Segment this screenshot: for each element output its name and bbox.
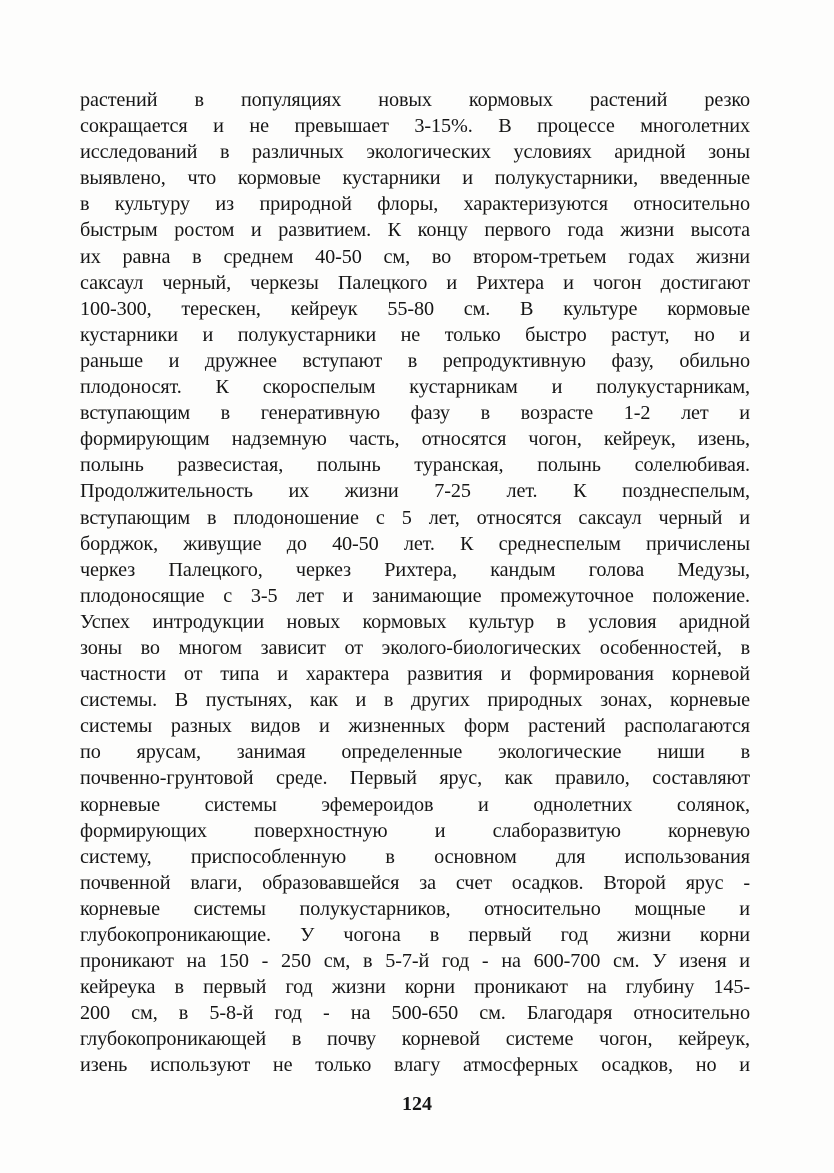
text-line: формирующих поверхностную и слаборазвитую корневую bbox=[80, 819, 750, 842]
text-line: корневые системы эфемероидов и однолетних солянок, bbox=[80, 793, 750, 816]
text-line: Успех интродукции новых кормовых культур в условия аридной bbox=[80, 610, 750, 633]
text-line: системы разных видов и жизненных форм растений располагаются bbox=[80, 715, 750, 738]
text-line: изень используют не только влагу атмосферных осадков, но и bbox=[80, 1054, 750, 1077]
text-line: в культуру из природной флоры, характеризуются относительно bbox=[80, 193, 750, 216]
text-line: вступающим в плодоношение с 5 лет, относятся саксаул черный и bbox=[80, 506, 750, 529]
text-line: корневые системы полукустарников, относительно мощные и bbox=[80, 897, 750, 920]
text-line: растений в популяциях новых кормовых растений резко bbox=[80, 89, 750, 111]
text-line: сокращается и не превышает 3-15%. В процессе многолетних bbox=[80, 115, 750, 138]
text-line: быстрым ростом и развитием. К концу первого года жизни высота bbox=[80, 219, 750, 242]
text-line: полынь развесистая, полынь туранская, полынь солелюбивая. bbox=[80, 454, 750, 477]
text-line: их равна в среднем 40-50 см, во втором-третьем годах жизни bbox=[80, 245, 750, 268]
text-line: плодоносящие с 3-5 лет и занимающие промежуточное положение. bbox=[80, 584, 750, 607]
text-line: плодоносят. К скороспелым кустарникам и полукустарникам, bbox=[80, 376, 750, 399]
text-line: выявлено, что кормовые кустарники и полукустарники, введенные bbox=[80, 167, 750, 190]
text-line: вступающим в генеративную фазу в возрасте 1-2 лет и bbox=[80, 402, 750, 425]
text-line: почвенной влаги, образовавшейся за счет осадков. Второй ярус - bbox=[80, 871, 750, 894]
text-line: глубокопроникающей в почву корневой системе чогон, кейреук, bbox=[80, 1028, 750, 1051]
text-line: Продолжительность их жизни 7-25 лет. К позднеспелым, bbox=[80, 480, 750, 503]
text-line: глубокопроникающие. У чогона в первый год жизни корни bbox=[80, 924, 750, 946]
text-line: борджок, живущие до 40-50 лет. К среднеспелым причислены bbox=[80, 532, 750, 555]
text-line: зоны во многом зависит от эколого-биологических особенностей, в bbox=[80, 636, 750, 659]
text-line: черкез Палецкого, черкез Рихтера, кандым голова Медузы, bbox=[80, 558, 750, 581]
text-line: систему, приспособленную в основном для использования bbox=[80, 845, 750, 868]
text-line: кейреука в первый год жизни корни проникают на глубину 145- bbox=[80, 976, 750, 999]
body-text bbox=[80, 87, 750, 1079]
text-line: кустарники и полукустарники не только быстро растут, но и bbox=[80, 323, 750, 346]
text-line: 200 см, в 5-8-й год - на 500-650 см. Благодаря относительно bbox=[80, 1002, 750, 1025]
text-line: почвенно-грунтовой среде. Первый ярус, как правило, составляют bbox=[80, 767, 750, 790]
text-line: формирующим надземную часть, относятся чогон, кейреук, изень, bbox=[80, 428, 750, 451]
text-line: по ярусам, занимая определенные экологические ниши в bbox=[80, 741, 750, 764]
text-line: частности от типа и характера развития и формирования корневой bbox=[80, 663, 750, 686]
text-line: саксаул черный, черкезы Палецкого и Рихтера и чогон достигают bbox=[80, 271, 750, 294]
text-line: раньше и дружнее вступают в репродуктивную фазу, обильно bbox=[80, 349, 750, 372]
text-line: проникают на 150 - 250 см, в 5-7-й год - на 600-700 см. У изеня и bbox=[80, 950, 750, 973]
text-line: исследований в различных экологических условиях аридной зоны bbox=[80, 141, 750, 164]
text-line: 100-300, терескен, кейреук 55-80 см. В культуре кормовые bbox=[80, 297, 750, 320]
page-number: 124 bbox=[402, 1093, 432, 1115]
text-line: системы. В пустынях, как и в других природных зонах, корневые bbox=[80, 689, 750, 712]
